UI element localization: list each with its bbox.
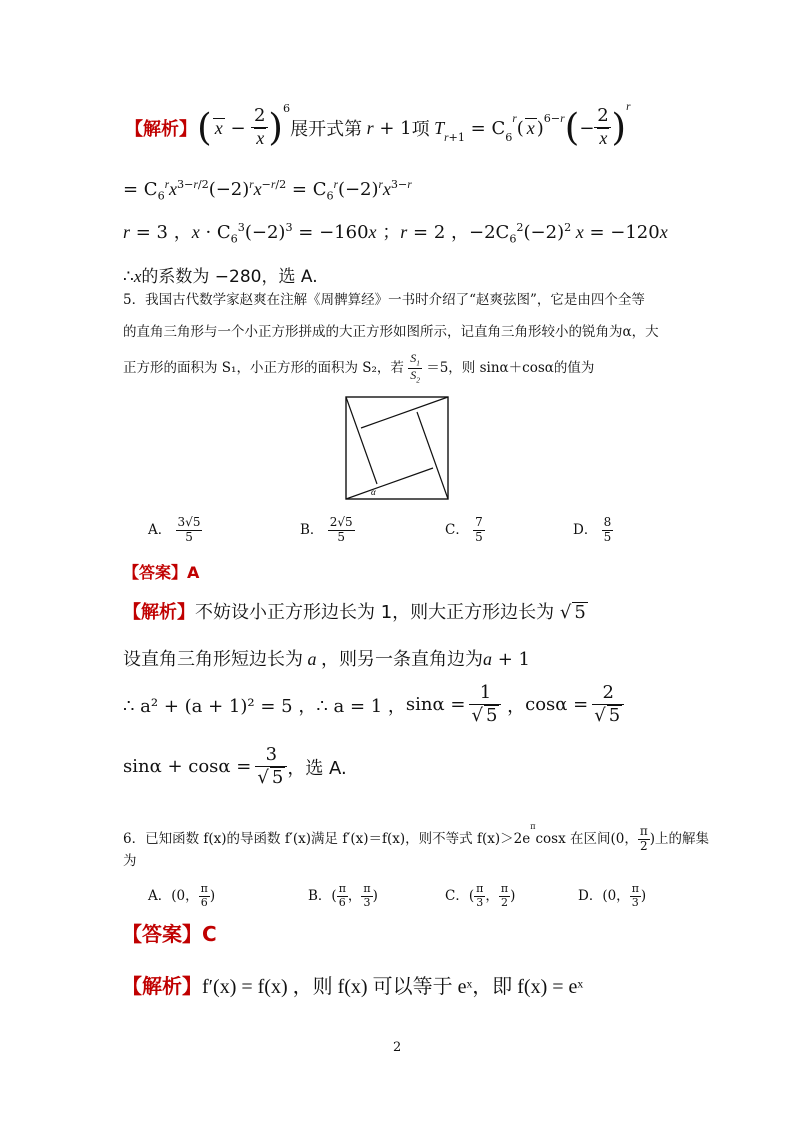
q6-option-c[interactable]: C．( $\frac{\pi}{3}$ ， $\frac{\pi}{2}$ ) [445, 882, 516, 909]
q4-analysis-line2: = $C_6^rx^{3-r/2}(-2)^rx^{-r/2} = C_6^r(-2)^rx^{3-r}$ [123, 178, 412, 203]
q5-option-d[interactable]: D． $\frac{8}{5}$ [573, 515, 612, 544]
q5-analysis-text1: 不妨设小正方形边长为 1，则大正方形边长为 [195, 602, 555, 623]
q4-analysis-line3: r = 3 ，$x \cdot C_6^3(-2)^3 = -160x$ ；r = 2 ，$-2C_6^2(-2)^2$ x = −120x [123, 221, 668, 246]
q4-analysis-line1: 【解析】 ( x − $\frac{2}{x}$ ) $^6$ 展开式第 r + 1 项 T $_{r +1}$ = C $_6$ r ( x ) $^{6-r}$ ( − $\frac{2}{x}$ ) $^r$ [125, 101, 631, 150]
q6-text-line2: 为 [123, 853, 137, 869]
q5-text-line3: 正方形的面积为 S₁，小正方形的面积为 S₂，若 $\frac{S_1}{S_2}$ ＝5，则 sinα＋cosα的值为 [123, 351, 595, 385]
page-number: 2 [393, 1040, 402, 1055]
q6-answer [122, 918, 217, 947]
q5-text-line3a: 正方形的面积为 S₁，小正方形的面积为 S₂，若 [123, 359, 404, 376]
q5-text-line2: 的直角三角形与一个小正方形拼成的大正方形如图所示，记直角三角形较小的锐角为α，大 [123, 324, 659, 340]
q4-term-text: 项 [411, 119, 430, 140]
q5-answer [123, 560, 199, 583]
alpha-label: α [371, 487, 376, 497]
q5-analysis-tag: 【解析】 [123, 602, 195, 623]
q5-option-a[interactable]: A． $\frac{3√5}{5}$ [148, 515, 201, 544]
q4-analysis-tag: 【解析】 [125, 119, 197, 140]
q6-answer-value: C [202, 922, 217, 946]
zhao-shuang-diagram [345, 396, 449, 500]
q5-option-c[interactable]: C． $\frac{7}{5}$ [445, 515, 483, 544]
q5-analysis-line4: sinα + cosα = $\frac{3}{√ 5}$ ，选 A. [123, 744, 347, 788]
q6-answer-tag: 【答案】 [122, 922, 202, 946]
q5-answer-tag: 【答案】 [123, 563, 188, 582]
q6-analysis-text: f′(x) = f(x) ，则 f(x) 可以等于 eˣ，即 f(x) = eˣ [202, 976, 584, 998]
q6-option-a[interactable]: A．(0， $\frac{\pi}{6}$ ) [148, 882, 216, 909]
q4-expand-text: 展开式第 [290, 119, 363, 140]
q5-analysis-line1: 【解析】不妨设小正方形边长为 1，则大正方形边长为 √ 5 [123, 602, 586, 623]
q6-text-line1: 6．已知函数 f(x)的导函数 f′(x)满足 f′(x)＝f(x)，则不等式 $f(x)>2e^\pi\cos x$ 在区间(0， $\frac{\pi}{2}$ )上的解集 [123, 822, 710, 853]
q6-analysis-tag: 【解析】 [122, 974, 202, 998]
q6-option-b[interactable]: B．( $\frac{\pi}{6}$ ， $\frac{\pi}{3}$ ) [308, 882, 378, 909]
q5-analysis-line2: 设直角三角形短边长为 a ，则另一条直角边为a + 1 [123, 649, 530, 670]
q5-analysis-line3: ∴ a² + (a + 1)² = 5 ，∴ a = 1 ， sinα = $\frac{1}{√ 5}$ ， cosα = $\frac{2}{√ 5}$ [123, 683, 624, 726]
q4-conclusion: ∴x的系数为 −280，选 A. [123, 267, 318, 287]
q4-conclusion-text: 的系数为 −280，选 A. [141, 267, 318, 287]
q6-option-d[interactable]: D．(0， $\frac{\pi}{3}$ ) [578, 882, 647, 909]
q6-analysis [122, 970, 583, 999]
q5-text-line3b: ＝5，则 sinα＋cosα的值为 [426, 359, 595, 376]
q5-text-line1: 5．我国古代数学家赵爽在注解《周髀算经》一书时介绍了“赵爽弦图”，它是由四个全等 [123, 292, 645, 308]
therefore-symbol: ∴ [123, 267, 134, 287]
q5-answer-value: A [187, 563, 200, 582]
q5-option-b[interactable]: B． $\frac{2√5}{5}$ [300, 515, 353, 544]
